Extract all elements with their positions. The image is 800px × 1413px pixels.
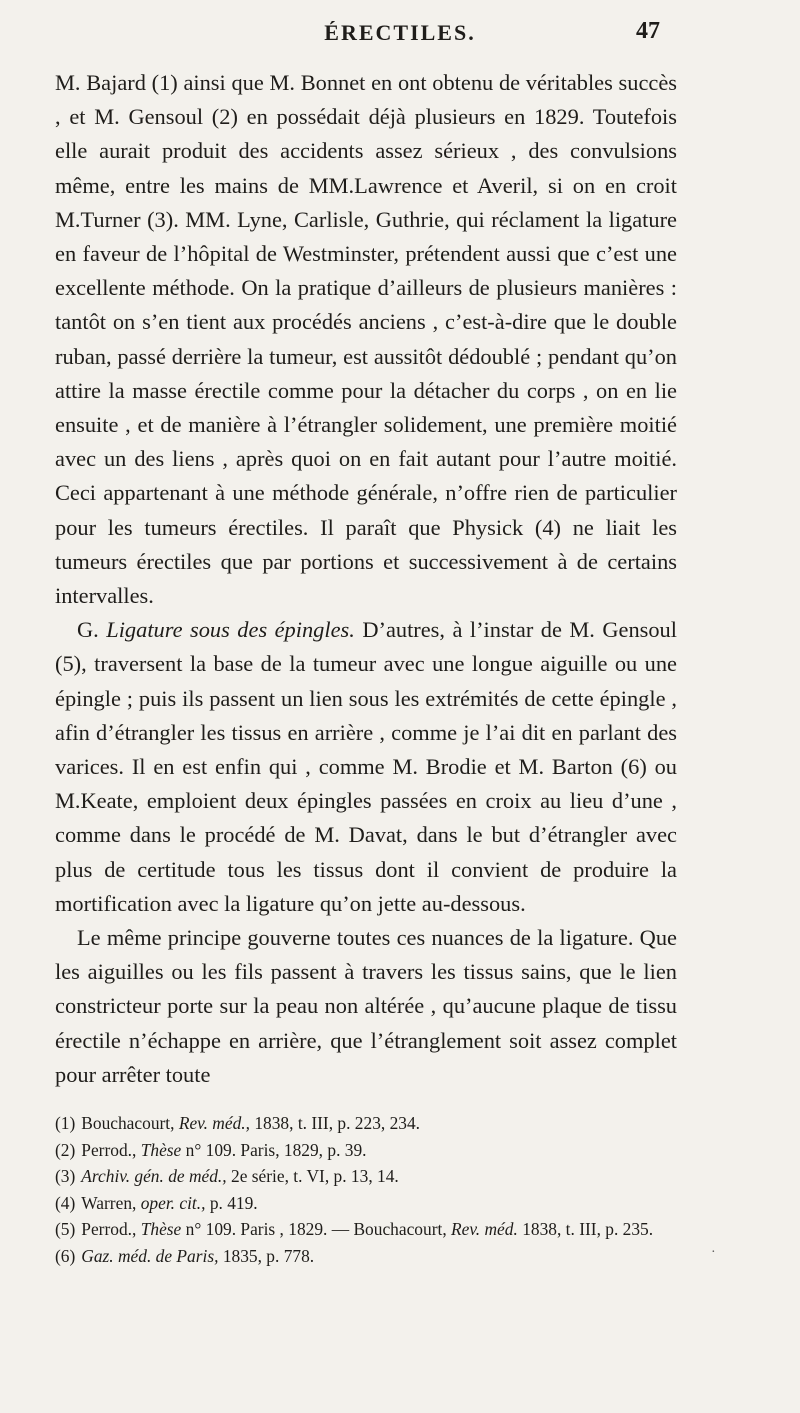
footnote-ref: (2) [55, 1139, 76, 1160]
page-number: 47 [636, 18, 660, 44]
footnote-source: Rev. méd., [178, 1113, 250, 1133]
footnote-author: Perrod., [81, 1219, 137, 1240]
body-text [55, 66, 677, 1092]
footnote-source-2: Rev. méd. [451, 1219, 518, 1240]
footnote-source: Archiv. gén. de méd., [81, 1166, 227, 1187]
footnote-details: p. 419. [209, 1192, 258, 1213]
footnote [55, 1216, 687, 1243]
footnote-ref: (3) [55, 1166, 76, 1187]
footnote-details: 1838, t. III, p. 223, 234. [254, 1113, 421, 1133]
footnote-source: Thèse [140, 1139, 182, 1160]
footnote-source: Thèse [140, 1219, 182, 1240]
footnotes [55, 1110, 687, 1270]
paragraph-2-text: D’autres, à l’instar de M. Gensoul (5), traversent la base de la tumeur avec une longue aiguille ou une épingle ; puis ils passent un lien sous les extrémités de cette épingle , afin d’étrangler les tissus en arrière , comme je l’ai dit en parlant des varices. Il en est enfin qui , comme M. Brodie et M. Barton (6) ou M.Keate, emploient deux épingles passées en croix au lieu d’une , comme dans le procédé de M. Davat, dans le but d’étrangler avec plus de certitude tous les tissus dont il convient de produire la mortification avec la ligature qu’on jette au-dessous. [55, 617, 677, 916]
footnote-author: Bouchacourt, [81, 1113, 175, 1133]
footnote [55, 1190, 687, 1217]
footnote-ref: (1) [55, 1113, 76, 1133]
footnote [55, 1243, 687, 1270]
paragraph-3: Le même principe gouverne toutes ces nuances de la ligature. Que les aiguilles ou les fils passent à travers les tissus sains, que le lien constricteur porte sur la peau non altérée , qu’aucune plaque de tissu érectile n’échappe en arrière, que l’étranglement soit assez complet pour arrêter toute [55, 925, 677, 1087]
footnote-source: oper. cit., [140, 1192, 206, 1213]
paragraph-2 [55, 613, 677, 921]
footnote-ref: (5) [55, 1219, 76, 1240]
footnote [55, 1110, 687, 1137]
footnote [55, 1163, 687, 1190]
footnote-source: Gaz. méd. de Paris, [81, 1245, 219, 1266]
footnote-details: n° 109. Paris, 1829, p. 39. [185, 1139, 367, 1160]
paragraph-1: M. Bajard (1) ainsi que M. Bonnet en ont obtenu de véritables succès , et M. Gensoul (2) en possédait déjà plusieurs en 1829. Toutefois elle aurait produit des accidents assez sérieux , des convulsions même, entre les mains de MM.Lawrence et Averil, si on en croit M.Turner (3). MM. Lyne, Carlisle, Guthrie, qui réclament la ligature en faveur de l’hôpital de Westminster, prétendent aussi que c’est une excellente méthode. On la pratique d’ailleurs de plusieurs manières : tantôt on s’en tient aux procédés anciens , c’est-à-dire que le double ruban, passé derrière la tumeur, est aussitôt dédoublé ; pendant qu’on attire la masse érectile comme pour la détacher du corps , on en lie ensuite , et de manière à l’étrangler solidement, une première moitié avec un des liens , après quoi on en fait autant pour l’autre moitié. Ceci appartenant à une méthode générale, n’offre rien de particulier pour les tumeurs érectiles. Il paraît que Physick (4) ne liait les tumeurs érectiles que par portions et successivement à de certains intervalles. [55, 70, 677, 609]
running-title: ÉRECTILES. [324, 20, 476, 45]
footnote-details-2: 1838, t. III, p. 235. [522, 1219, 654, 1240]
footnote [55, 1137, 687, 1164]
footnote-details: 2e série, t. VI, p. 13, 14. [231, 1166, 399, 1187]
running-header [0, 14, 800, 54]
section-heading: Ligature sous des épingles. [106, 617, 355, 643]
footnote-details: 1835, p. 778. [222, 1245, 315, 1266]
footnote-ref: (6) [55, 1245, 76, 1266]
footnote-ref: (4) [55, 1192, 76, 1213]
footnote-author: Perrod., [81, 1139, 137, 1160]
print-speck: · [711, 1245, 716, 1260]
section-letter: G. [77, 617, 99, 643]
footnote-author: Warren, [81, 1192, 137, 1213]
footnote-details: n° 109. Paris , 1829. — Bouchacourt, [185, 1219, 447, 1240]
